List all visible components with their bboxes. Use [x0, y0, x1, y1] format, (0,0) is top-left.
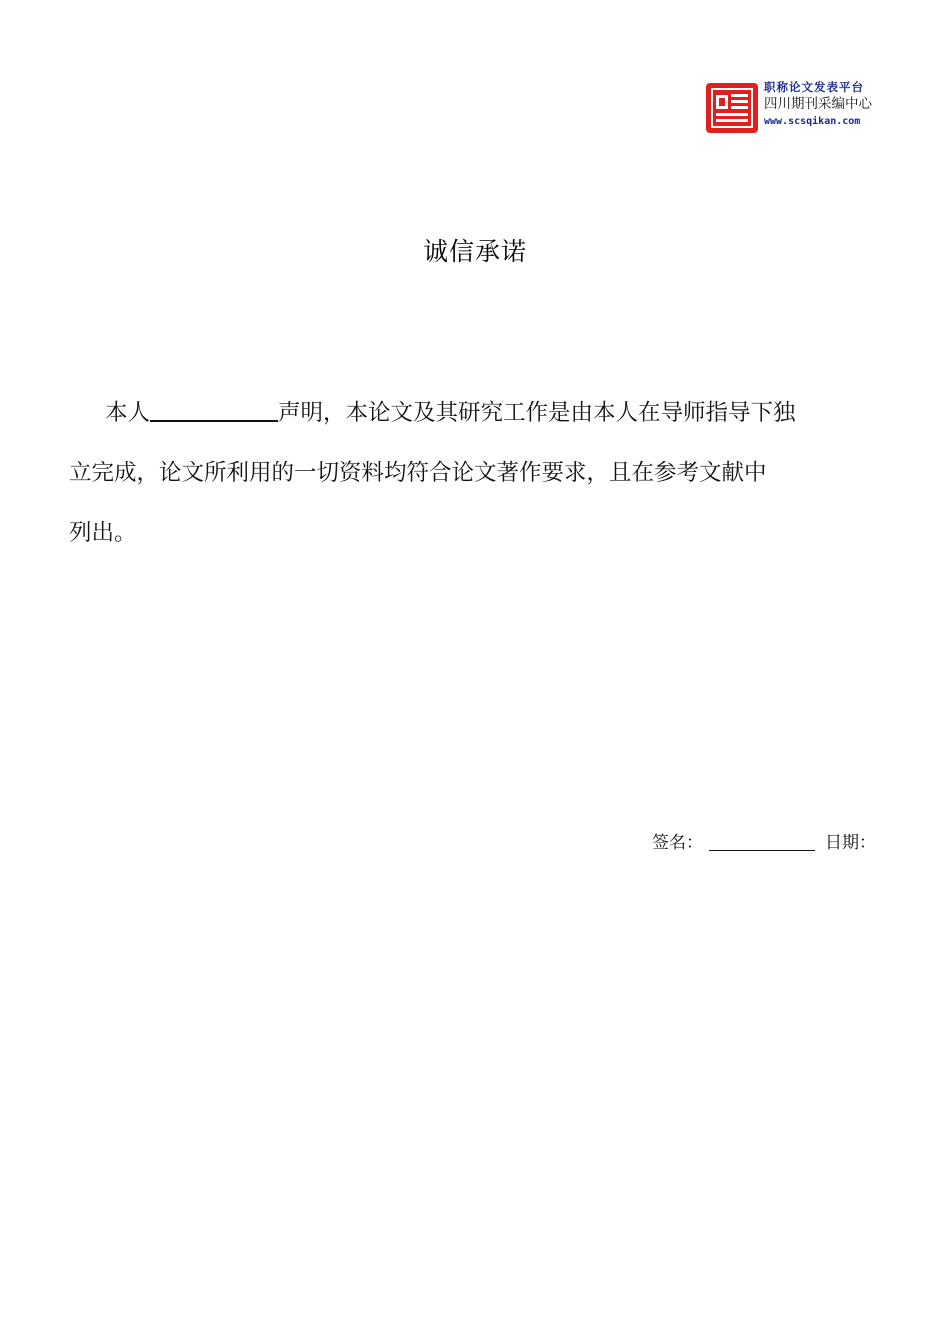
publisher-logo: [706, 80, 906, 136]
document-title: 诚信承诺: [422, 237, 527, 266]
newspaper-logo-icon: [706, 83, 758, 133]
paragraph-line-1: [69, 383, 883, 443]
paragraph-line-2: 立完成，论文所利用的一切资料均符合论文著作要求，且在参考文献中: [69, 460, 767, 486]
pledge-paragraph: [69, 383, 883, 563]
signature-blank-field[interactable]: [709, 834, 815, 851]
paragraph-prefix: 本人: [105, 400, 151, 426]
logo-slogan: 职称论文发表平台: [764, 80, 864, 94]
signature-label: 签名：: [652, 833, 703, 853]
logo-text: [764, 80, 914, 130]
paragraph-line-3: 列出。: [69, 520, 137, 546]
logo-website: www.scsqikan.com: [764, 116, 861, 127]
logo-org-name: 四川期刊采编中心: [764, 96, 872, 112]
date-label: 日期：: [825, 833, 876, 853]
paragraph-text-1: 声明，本论文及其研究工作是由本人在导师指导下独: [278, 400, 796, 426]
signature-row: [652, 828, 892, 853]
name-blank-field[interactable]: [150, 396, 278, 422]
